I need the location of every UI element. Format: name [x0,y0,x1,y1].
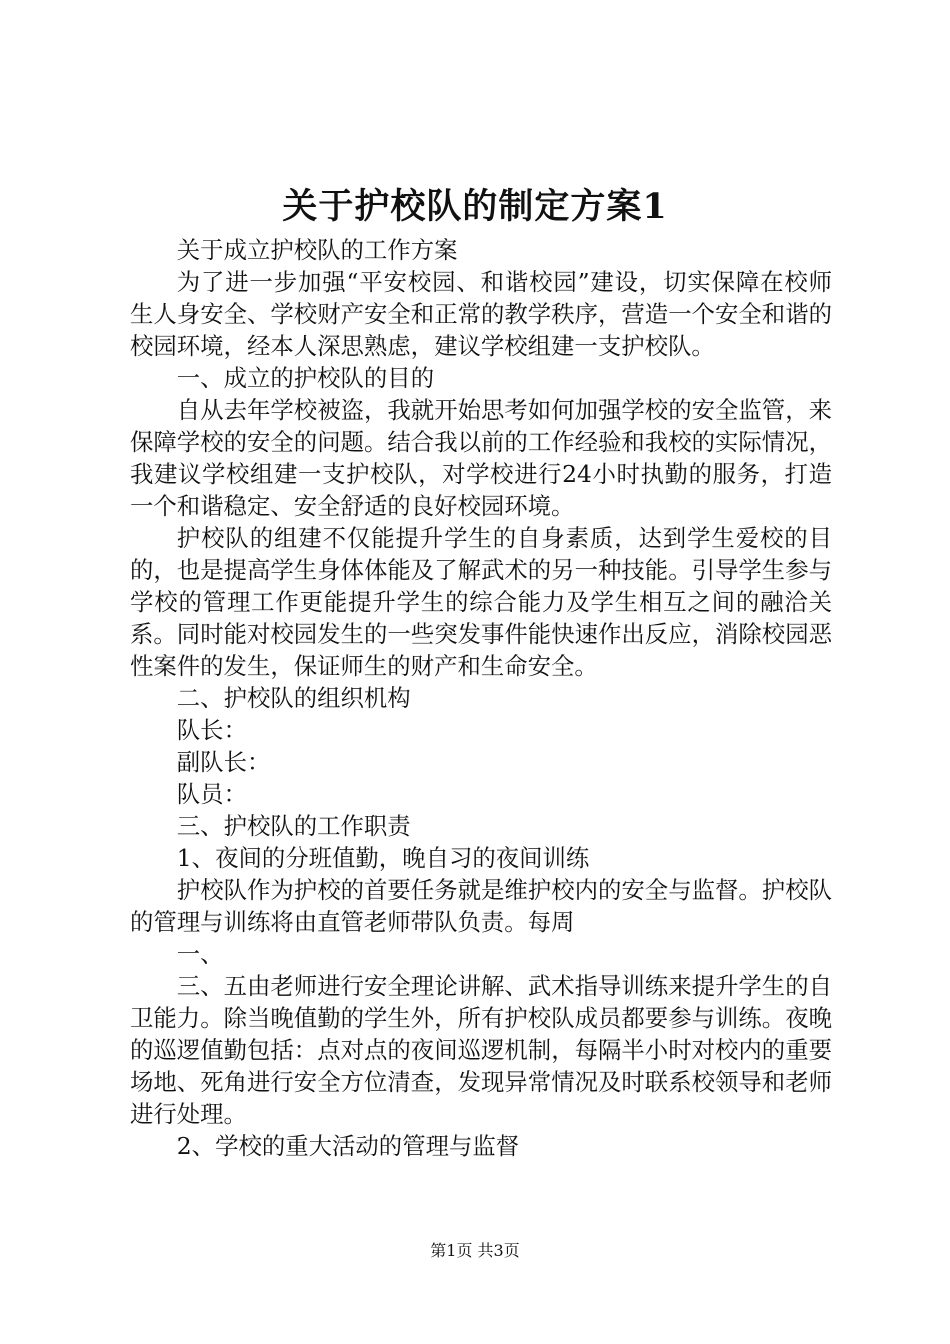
section-heading-organization: 二、护校队的组织机构 [176,684,411,712]
org-members: 队员： [176,780,247,808]
paragraph-duty-1b: 一、 [176,940,224,968]
paragraph-duty-1c: 三、五由老师进行安全理论讲解、武术指导训练来提升学生的自卫能力。除当晚值勤的学生外，所有护校队成员都要参与训练。夜晚的巡逻值勤包括：点对点的夜间巡逻机制，每隔半小时对校内的重要场地、死角进行安全方位清查，发现异常情况及时联系校领导和老师进行处理。 [130,972,832,1128]
document-title: 关于护校队的制定方案1 [282,186,668,227]
section-heading-purpose: 一、成立的护校队的目的 [176,364,435,392]
paragraph-subtitle: 关于成立护校队的工作方案 [176,236,458,264]
paragraph-duty-1a: 护校队作为护校的首要任务就是维护校内的安全与监督。护校队的管理与训练将由直管老师带队负责。每周 [130,876,832,936]
duty-heading-2: 2、学校的重大活动的管理与监督 [176,1132,520,1160]
org-vice-captain: 副队长： [176,748,271,776]
duty-heading-1: 1、夜间的分班值勤，晚自习的夜间训练 [176,844,590,872]
section-heading-duties: 三、护校队的工作职责 [176,812,411,840]
org-captain: 队长： [176,716,247,744]
paragraph-purpose-1: 自从去年学校被盗，我就开始思考如何加强学校的安全监管，来保障学校的安全的问题。结合我以前的工作经验和我校的实际情况，我建议学校组建一支护校队，对学校进行24小时执勤的服务，打造一个和谐稳定、安全舒适的良好校园环境。 [130,396,832,520]
paragraph-purpose-2: 护校队的组建不仅能提升学生的自身素质，达到学生爱校的目的，也是提高学生身体体能及了解武术的另一种技能。引导学生参与学校的管理工作更能提升学生的综合能力及学生相互之间的融洽关系。同时能对校园发生的一些突发事件能快速作出反应，消除校园恶性案件的发生，保证师生的财产和生命安全。 [130,524,832,680]
document-body [130,234,832,1162]
paragraph-intro: 为了进一步加强“平安校园、和谐校园”建设，切实保障在校师生人身安全、学校财产安全和正常的教学秩序，营造一个安全和谐的校园环境，经本人深思熟虑，建议学校组建一支护校队。 [130,268,832,360]
page-footer: 第1页 共3页 [430,1241,520,1260]
